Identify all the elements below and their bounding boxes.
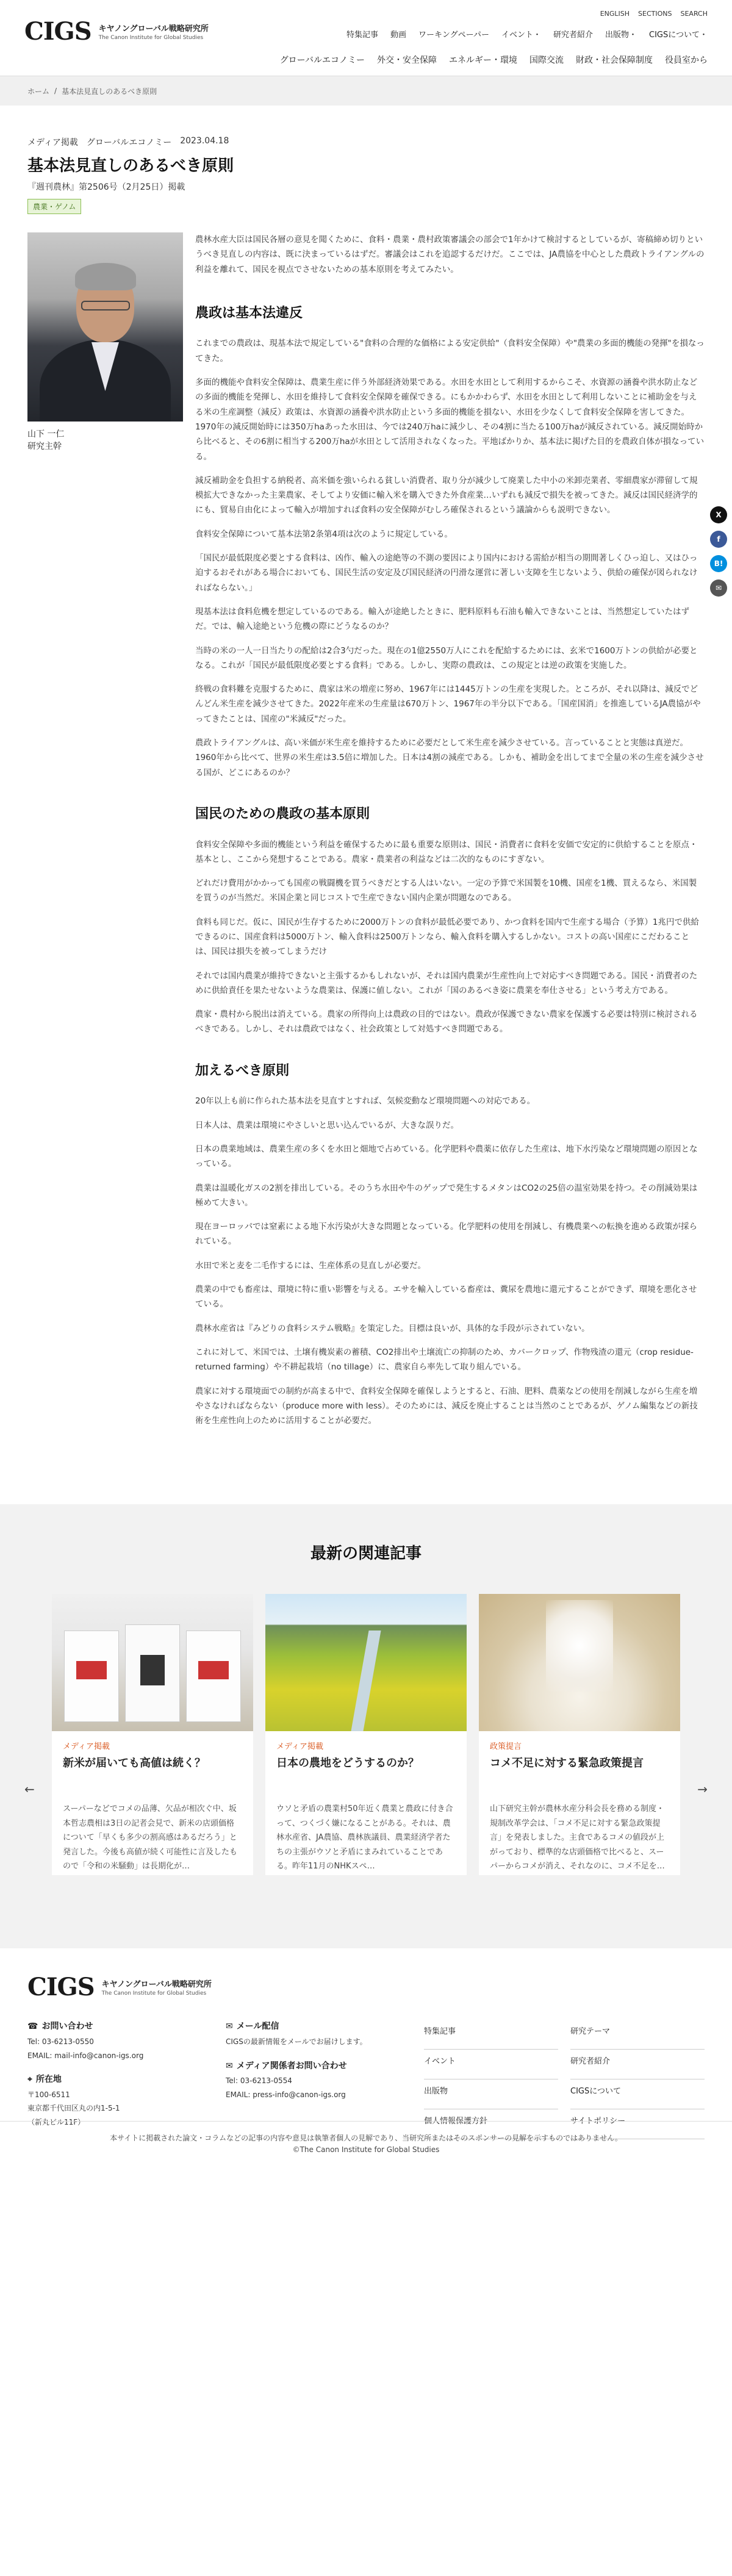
footer-logo-jp: キヤノングローバル戦略研究所 [101, 1980, 212, 1990]
nav-researchers[interactable]: 研究者紹介 [553, 30, 593, 40]
breadcrumb-separator: / [54, 87, 57, 95]
logo-en: The Canon Institute for Global Studies [98, 35, 204, 41]
site-logo[interactable] [24, 17, 209, 46]
paragraph: 農林水産省は『みどりの食料システム戦略』を策定した。目標は良いが、具体的な手段が示されていない。 [195, 1323, 590, 1333]
card-title[interactable]: 日本の農地をどうするのか？ [276, 1757, 419, 1770]
facebook-share-icon[interactable]: f [710, 531, 727, 548]
paragraph: 水田で米と麦を二毛作するには、生産体系の見直しが必要だ。 [195, 1260, 426, 1271]
article-lead: 農林水産大臣は国民各層の意見を聞くために、食料・農業・農村政策審議会の部会で1年かけて検討するとしているが、寄稿締め切りというべき見直しの内容は、既に決まっているはずだ。審議会はこれを追認するだけだ。ここでは、JA農協を中心とした農政トライアングルの利益を離れて、国民を視点でさせないための基本原則を考えてみたい。 [195, 235, 705, 274]
link-english[interactable]: ENGLISH [600, 10, 630, 18]
utility-nav [346, 28, 708, 40]
nav-diplomacy[interactable]: 外交・安全保障 [377, 56, 437, 65]
paragraph: 20年以上も前に作られた基本法を見直すとすれば、気候変動など環境問題への対応である。 [195, 1096, 536, 1107]
author-photo [27, 232, 183, 422]
hatena-share-icon[interactable]: B! [710, 555, 727, 572]
card-title[interactable]: コメ不足に対する緊急政策提言 [490, 1757, 644, 1770]
footer-link[interactable]: イベント [424, 2050, 558, 2079]
article-meta [27, 136, 705, 148]
footer-link[interactable]: サイトポリシー [570, 2109, 705, 2139]
phone-icon: ☎ [27, 2022, 38, 2032]
article-category[interactable]: グローバルエコノミー [86, 138, 172, 148]
logo-jp: キヤノングローバル戦略研究所 [98, 24, 209, 34]
nav-executive[interactable]: 役員室から [665, 56, 708, 65]
media-tel[interactable]: Tel: 03-6213-0554 [226, 2076, 292, 2086]
paragraph: これまでの農政は、現基本法で規定している"食料の合理的な価格による安定供給"（食料安全保障）や"農業の多面的機能の発揮"を損なってきた。 [195, 339, 705, 364]
site-footer [0, 1948, 732, 2168]
top-links [600, 10, 708, 18]
copyright: ©The Canon Institute for Global Studies [292, 2145, 440, 2154]
breadcrumb-current: 基本法見直しのあるべき原則 [62, 87, 157, 96]
link-search[interactable]: SEARCH [680, 10, 708, 18]
nav-videos[interactable]: 動画 [390, 30, 406, 40]
paragraph: 当時の米の一人一日当たりの配給は2合3勺だった。現在の1億2550万人にこれを配給するためには、玄米で1600万トンの供給が必要となる。これが「国民が最低限度必要とする食料」である。しかし、実際の農政は、この規定とは逆の政策を実施した。 [195, 645, 698, 670]
section-heading: 国民のための農政の基本原則 [195, 806, 370, 822]
footer-logo-en: The Canon Institute for Global Studies [101, 1990, 207, 1997]
nav-international[interactable]: 国際交流 [529, 56, 564, 65]
logo-mark: CIGS [24, 17, 92, 46]
paragraph: 農家・農村から脱出は消えている。農家の所得向上は農政の目的ではない。農政が保護できない農家を保護する必要は特別に検討されるべきである。しかし、それは農政ではなく、社会政策として対処すべき問題である。 [195, 1010, 698, 1035]
link-sections[interactable]: SECTIONS [638, 10, 672, 18]
nav-energy[interactable]: エネルギー・環境 [449, 56, 517, 65]
contact-title: お問い合わせ [41, 2022, 93, 2032]
paragraph: 日本人は、農業は環境にやさしいと思い込んでいるが、大きな誤りだ。 [195, 1120, 459, 1130]
rice-bags-image [52, 1594, 253, 1731]
main-nav [280, 54, 708, 66]
related-title: 最新の関連記事 [310, 1545, 422, 1563]
author-role: 研究主幹 [27, 442, 62, 451]
media-title: メディア関係者お問い合わせ [236, 2061, 347, 2071]
footer-link[interactable]: 研究者紹介 [570, 2050, 705, 2079]
contact-email[interactable]: EMAIL: mail-info@canon-igs.org [27, 2051, 144, 2060]
paragraph: 食料も同じだ。仮に、国民が生存するために2000万トンの食料が最低必要であり、かつ食料を国内で生産する場合（予算）1兆円で供給できるのに、国産食料は5000万トン、輸入食料は2500万トンなら、輸入食料を購入するしかない。コストの高い国産にこだわることは、国民は損失を被ってしまうだけ [195, 917, 699, 957]
footer-link[interactable]: 特集記事 [424, 2020, 558, 2050]
contact-tel[interactable]: Tel: 03-6213-0550 [27, 2037, 94, 2047]
x-share-icon[interactable]: X [710, 506, 727, 523]
nav-global-economy[interactable]: グローバルエコノミー [279, 56, 365, 65]
article-type[interactable]: メディア掲載 [27, 138, 78, 148]
address-zip: 〒100-6511 [27, 2090, 70, 2099]
footer-bottom [0, 2121, 732, 2168]
rice-field-image [265, 1594, 467, 1731]
paragraph: 日本の農業地域は、農業生産の多くを水田と畑地で占めている。化学肥料や農薬に依存した生産は、地下水汚染など環境問題の原因となっている。 [195, 1144, 698, 1169]
section-heading: 農政は基本法違反 [195, 305, 303, 321]
author-card [27, 232, 183, 1437]
paragraph: 多面的機能や食料安全保障は、農業生産に伴う外部経済効果である。水田を水田として利用するからこそ、水資源の涵養や洪水防止などの多面的機能を発揮し、水田を維持して食料安全保障を確保できる。にもかかわらず、水田を水田として利用しないことに補助金を与える米の生産調整（減反）政策は、水資源の涵養や洪水防止という多面的機能を損ない、水田を少なくして食料安全保障を害してきた。1970年の減反開始時には350万haあった水田は、今では240万haに減少し、その4割に当たる100万haが減反されている。減反開始時から比べると、その6割に相当する200万haが水田として活用されなくなった。平地ばかりか、基本法に掲げた目的を農政自体が損なっている。 [195, 378, 705, 462]
paragraph: 「国民が最低限度必要とする食料は、凶作、輸入の途絶等の不測の要因により国内における需給が相当の期間著しくひっ迫し、又はひっ迫するおそれがある場合においても、国民生活の安定及び国民経済の円滑な運営に著しい支障を生じないよう、供給の確保が図られなければならない。」 [195, 553, 698, 593]
paragraph: 減反補助金を負担する納税者、高米価を強いられる貧しい消費者、取り分が減少して廃業した中小の米卸売業者、零細農家が滞留して規模拡大できなかった主業農家、そしてより安価に輸入米を購入できた外食産業…いずれも減反で損失を被ってきた。減反は国民経済学的にも、貿易自由化によって輸入が増加すれば食料の安全保障がむしろ確保されるという議論からも説明できない。 [195, 475, 698, 515]
paragraph: 農業は温暖化ガスの2割を排出している。そのうち水田や牛のゲップで発生するメタンはCO2の25倍の温室効果を持つ。その削減効果は極めて大きい。 [195, 1183, 698, 1208]
share-bar [710, 506, 727, 597]
disclaimer: 本サイトに掲載された論文・コラムなどの記事の内容や意見は執筆者個人の見解であり、当研究所またはそのスポンサーの見解を示すものではありません。 [110, 2134, 622, 2143]
paragraph: 現在ヨーロッパでは窒素による地下水汚染が大きな問題となっている。化学肥料の使用を削減し、有機農業への転換を進める政策が採られている。 [195, 1222, 697, 1247]
address-title: 所在地 [35, 2074, 62, 2084]
paragraph: 農家に対する環境面での制約が高まる中で、食料安全保障を確保しようとすると、石油、肥料、農薬などの使用を削減しながら生産を増やさなければならない（produce more with less）。そのためには、減反を廃止することは当然のことであるが、ゲノム編集などの新技術を生産性向上のために活用することが必要だ。 [195, 1386, 698, 1426]
footer-logo-mark: CIGS [27, 1973, 95, 2002]
mail-share-icon[interactable]: ✉ [710, 579, 727, 597]
nav-events[interactable]: イベント・ [501, 30, 541, 40]
mail-title[interactable]: メール配信 [236, 2022, 279, 2032]
address-line1: 東京都千代田区丸の内1-5-1 [27, 2104, 120, 2113]
nav-publications[interactable]: 出版物・ [605, 30, 637, 40]
media-email[interactable]: EMAIL: press-info@canon-igs.org [226, 2090, 346, 2099]
footer-link[interactable]: 研究テーマ [570, 2020, 705, 2050]
card-category: メディア掲載 [276, 1742, 323, 1752]
article-date: 2023.04.18 [180, 136, 229, 146]
paragraph: 現基本法は食料危機を想定しているのである。輸入が途絶したときに、肥料原料も石油も輸入できないことは、当然想定していたはずだ。では、輸入途絶という危機の際にどうなるのか？ [195, 606, 689, 632]
paragraph: 食料安全保障や多面的機能という利益を確保するために最も重要な原則は、国民・消費者に食料を安価で安定的に供給することを原点・基本とし、ここから発想することである。農家・農業者の利益などは二次的なものにすぎない。 [195, 839, 698, 864]
card-category: 政策提言 [490, 1742, 522, 1752]
related-card[interactable] [479, 1594, 680, 1875]
paragraph: これに対して、米国では、土壌有機炭素の蓄積、CO2排出や土壌流亡の抑制のため、カバークロップ、作物残渣の還元（crop residue-returned farming）や不耕起栽培（no tillage）に、農家自ら率先して取り組んでいる。 [195, 1347, 694, 1372]
paragraph: 終戦の食料難を克服するために、農家は米の増産に努め、1967年には1445万トンの生産を実現した。ところが、それ以降は、減反でどんどん米生産を減少させてきた。2022年産米の生産量は670万トン、1967年の半分以下である。「国産国消」を推進しているJA農協がやってきたことは、国産の"米減反"だった。 [195, 684, 701, 724]
site-header [0, 0, 732, 76]
card-excerpt: ウソと矛盾の農業村50年近く農業と農政に付き合って、つくづく嫌になることがある。それは、農林水産省、JA農協、農林族議員、農業経済学者たちの主張がウソと矛盾にまみれていることである。昨年11月のNHKスペ… [276, 1804, 453, 1871]
carousel-prev-icon[interactable]: ← [24, 1782, 35, 1797]
mail-sub: CIGSの最新情報をメールでお届けします。 [226, 2037, 367, 2047]
related-articles [0, 1504, 732, 1948]
footer-logo[interactable] [27, 1973, 705, 2001]
footer-link[interactable]: 出版物 [424, 2079, 558, 2109]
paragraph: 農政トライアングルは、高い米価が米生産を維持するために必要だとして米生産を減少させている。言っていることと実態は真逆だ。1960年から比べて、世界の米生産は3.5倍に増加した。日本は4割の減産である。しかも、補助金を出してまで全量の米の生産を減少させる国が、どこにあるのか？ [195, 738, 704, 778]
footer-link[interactable]: 個人情報保護方針 [424, 2109, 558, 2139]
mail-icon: ✉ [226, 2022, 233, 2032]
nav-working-papers[interactable]: ワーキングペーパー [418, 30, 489, 40]
article-source: 『週刊農林』第2506号（2月25日）掲載 [27, 182, 185, 192]
card-excerpt: 山下研究主幹が農林水産分科会長を務める制度・規制改革学会は、「コメ不足に対する緊急政策提言」を発表しました。主食であるコメの値段が上がっており、標準的な店頭価格で比べると、スーパーからコメが消え、それなのに、コメ不足を… [490, 1804, 665, 1871]
carousel-next-icon[interactable]: → [697, 1782, 708, 1797]
nav-features[interactable]: 特集記事 [346, 30, 378, 40]
article-header [0, 136, 732, 214]
breadcrumb [0, 76, 732, 106]
nav-fiscal[interactable]: 財政・社会保障制度 [576, 56, 653, 65]
article-body [195, 232, 705, 1437]
paragraph: 食料安全保障について基本法第2条第4項は次のように規定している。 [195, 529, 453, 539]
page-title: 基本法見直しのあるべき原則 [27, 157, 234, 175]
topic-tag[interactable]: 農業・ゲノム [27, 199, 81, 214]
media-icon: ✉ [226, 2061, 233, 2071]
section-heading: 加えるべき原則 [195, 1063, 290, 1078]
related-card[interactable] [52, 1594, 253, 1875]
article-content [0, 232, 732, 1437]
nav-about[interactable]: CIGSについて・ [649, 30, 708, 40]
map-pin-icon: ⌖ [27, 2074, 32, 2084]
paragraph: それでは国内農業が維持できないと主張するかもしれないが、それは国内農業が生産性向上で対応すべき問題である。国民・消費者のために供給責任を果たせないような農業は、保護に値しない。これが「国のあるべき姿に農業を奉仕させる」という考え方である。 [195, 970, 698, 996]
author-name[interactable]: 山下 一仁 [27, 429, 65, 439]
related-card[interactable] [265, 1594, 467, 1875]
breadcrumb-home[interactable]: ホーム [27, 87, 50, 96]
address-line2: （新丸ビル11F） [27, 2117, 85, 2126]
card-category: メディア掲載 [63, 1742, 110, 1752]
card-title[interactable]: 新米が届いても高値は続く？ [63, 1757, 206, 1770]
card-excerpt: スーパーなどでコメの品薄、欠品が相次ぐ中、坂本哲志農相は3日の記者会見で、新米の店頭価格について「早くも多少の割高感はあるだろう」と発言した。今後も高値が続く可能性に言及したもので「令和の米騒動」は長期化が… [63, 1804, 238, 1871]
rice-bowl-image [479, 1594, 680, 1731]
footer-link[interactable]: CIGSについて [570, 2079, 705, 2109]
paragraph: 農業の中でも畜産は、環境に特に重い影響を与える。エサを輸入している畜産は、糞尿を農地に還元することができず、環境を悪化させている。 [195, 1285, 697, 1310]
paragraph: どれだけ費用がかかっても国産の戦闘機を買うべきだとする人はいない。一定の予算で米国製を10機、国産を1機、買えるなら、米国製を買うのが当然だ。米国企業と同じコストで生産できない国内企業が問題なのである。 [195, 878, 697, 903]
